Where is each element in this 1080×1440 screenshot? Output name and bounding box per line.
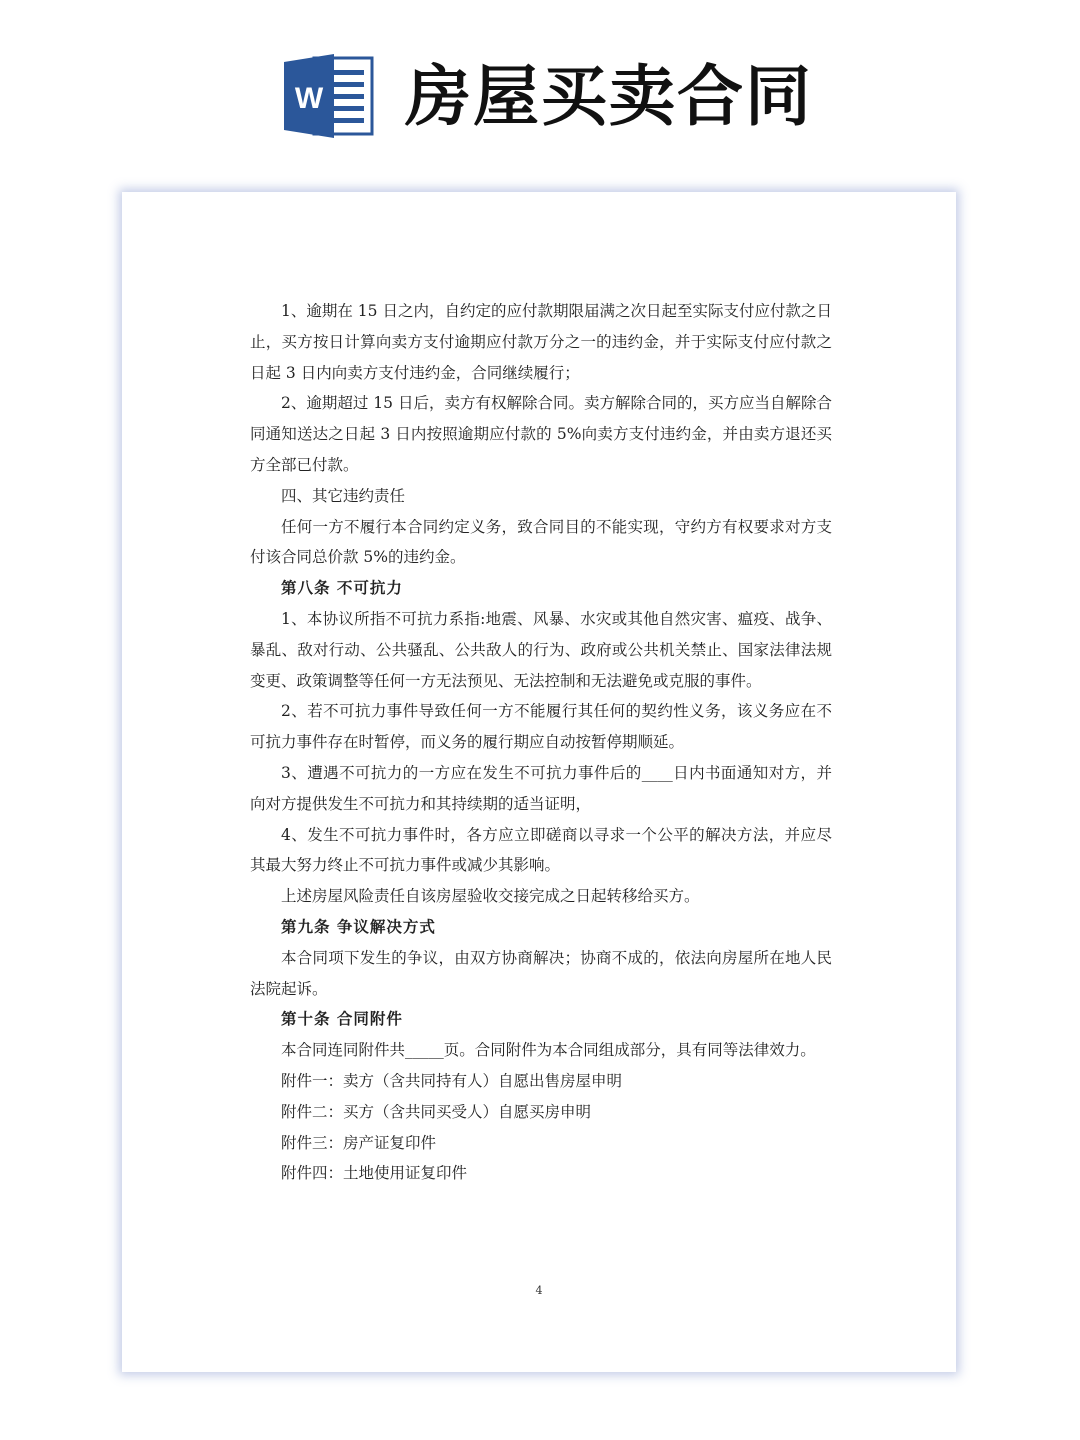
paragraph-late-over-15-days: 2、逾期超过 15 日后，卖方有权解除合同。卖方解除合同的，买方应当自解除合同通知送达之日起 3 日内按照逾期应付款的 5%向卖方支付违约金，并由卖方退还买方全部已付款。 <box>250 394 832 474</box>
page-number: 4 <box>535 1284 543 1297</box>
attachment-1: 附件一：卖方（含共同持有人）自愿出售房屋申明 <box>281 1071 623 1090</box>
page-title: 房屋买卖合同 <box>405 57 813 135</box>
article-8-clause-3: 3、遭遇不可抗力的一方应在发生不可抗力事件后的____日内书面通知对方，并向对方提供发生不可抗力和其持续期的适当证明， <box>250 763 832 813</box>
attachment-2: 附件二：买方（含共同买受人）自愿买房申明 <box>281 1102 592 1121</box>
header <box>0 40 1080 150</box>
article-8-clause-4: 4、发生不可抗力事件时，各方应立即磋商以寻求一个公平的解决方法，并应尽其最大努力终止不可抗力事件或减少其影响。 <box>250 825 832 875</box>
word-icon <box>284 52 376 140</box>
article-8-clause-2: 2、若不可抗力事件导致任何一方不能履行其任何的契约性义务，该义务应在不可抗力事件存在时暂停，而义务的履行期应自动按暂停期顺延。 <box>250 702 832 752</box>
attachment-3: 附件三：房产证复印件 <box>281 1133 437 1152</box>
article-8-heading: 第八条 不可抗力 <box>281 578 403 598</box>
article-10-body: 本合同连同附件共_____页。合同附件为本合同组成部分，具有同等法律效力。 <box>281 1041 816 1060</box>
paragraph-late-within-15-days: 1、逾期在 15 日之内，自约定的应付款期限届满之次日起至实际支付应付款之日止，买方按日计算向卖方支付逾期应付款万分之一的违约金，并于实际支付应付款之日起 3 日内向卖方支付违约金，合同继续履行； <box>250 302 832 382</box>
article-8-clause-1: 1、本协议所指不可抗力系指:地震、风暴、水灾或其他自然灾害、瘟疫、战争、暴乱、敌对行动、公共骚乱、公共敌人的行为、政府或公共机关禁止、国家法律法规变更、政策调整等任何一方无法预见、无法控制和无法避免或克服的事件。 <box>250 609 832 690</box>
article-9-body: 本合同项下发生的争议，由双方协商解决；协商不成的，依法向房屋所在地人民法院起诉。 <box>250 948 832 998</box>
risk-transfer-paragraph: 上述房屋风险责任自该房屋验收交接完成之日起转移给买方。 <box>281 887 700 906</box>
paragraph-other-liability-title: 四、其它违约责任 <box>281 486 406 505</box>
article-9-heading: 第九条 争议解决方式 <box>281 916 436 936</box>
document-page <box>122 192 956 1372</box>
word-icon-letter: W <box>294 82 324 115</box>
paragraph-other-liability: 任何一方不履行本合同约定义务，致合同目的不能实现，守约方有权要求对方支付该合同总价款 5%的违约金。 <box>250 517 832 567</box>
article-10-heading: 第十条 合同附件 <box>281 1009 403 1029</box>
document-body <box>250 296 832 1189</box>
attachment-4: 附件四：土地使用证复印件 <box>281 1164 468 1183</box>
